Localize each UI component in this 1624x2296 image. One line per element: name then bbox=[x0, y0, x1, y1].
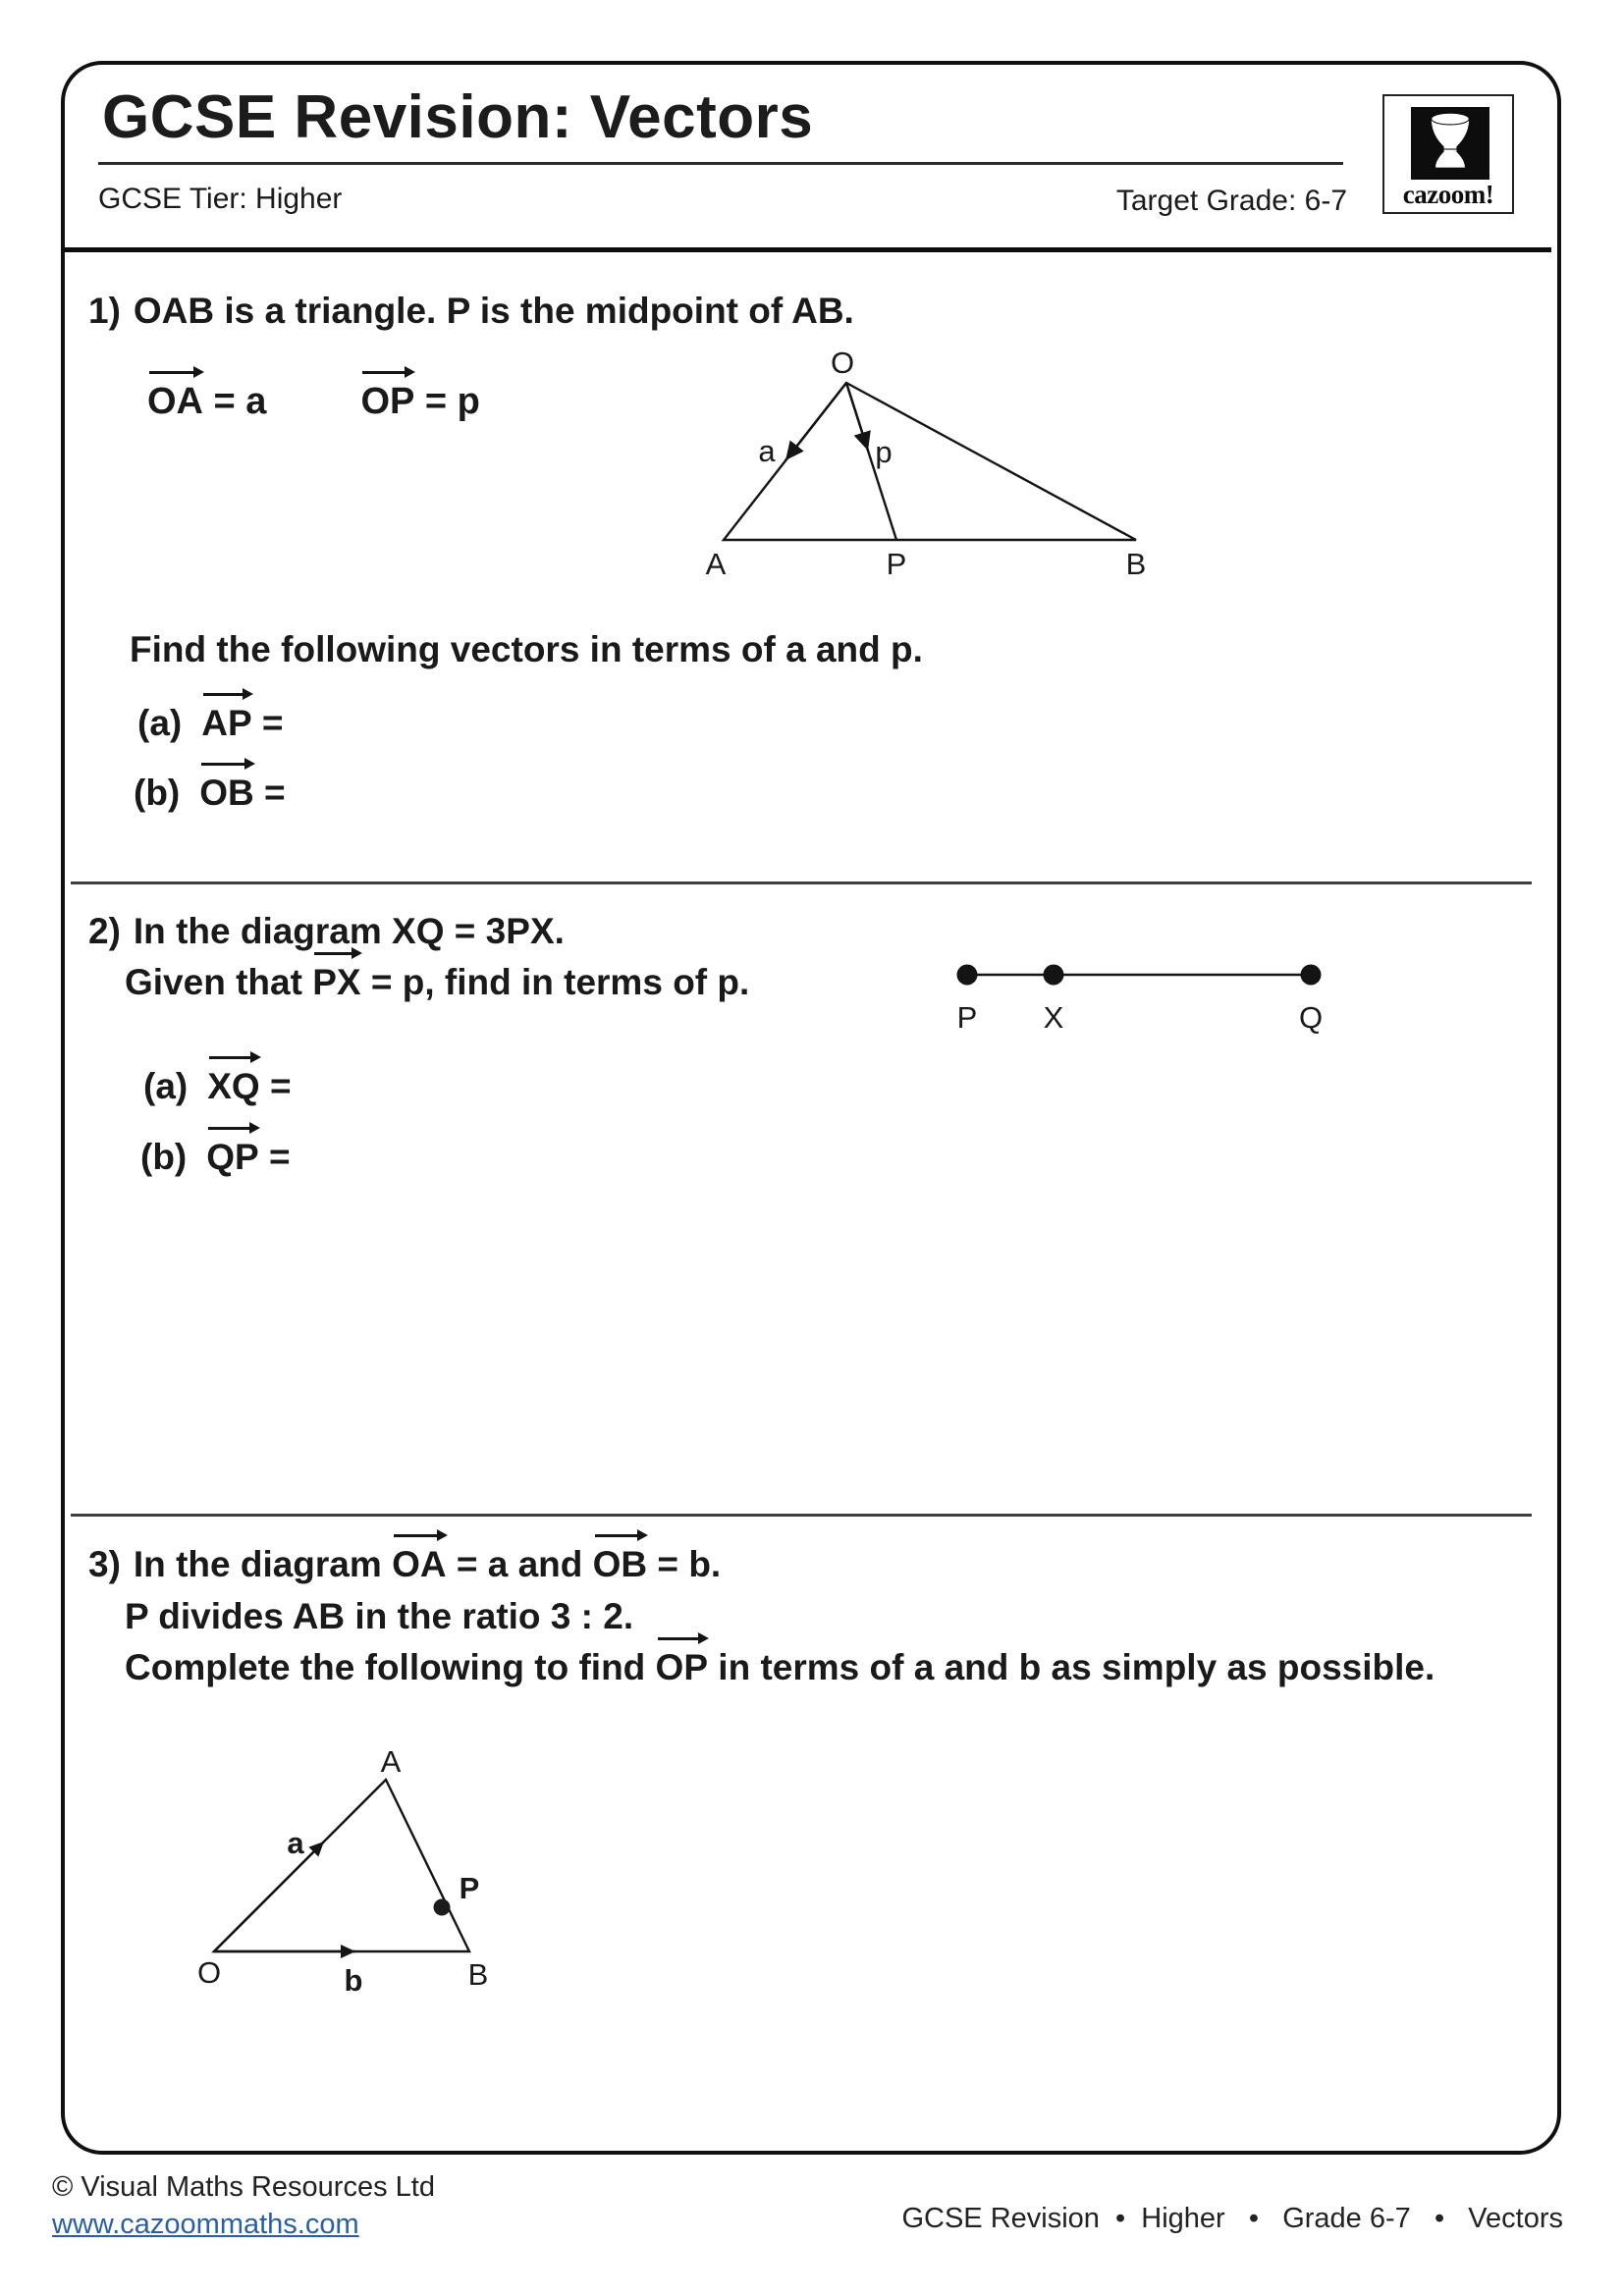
q3-label-a-vertex: A bbox=[380, 1744, 402, 1779]
q1-label-p: P bbox=[886, 547, 907, 581]
q2-part-b-equals: = bbox=[258, 1137, 291, 1177]
copyright-text: © Visual Maths Resources Ltd bbox=[52, 2171, 435, 2203]
logo-wordmark: cazoom! bbox=[1402, 180, 1494, 209]
question-divider-1 bbox=[71, 881, 1532, 884]
q1-statement-row bbox=[88, 291, 854, 332]
q2-line-diagram bbox=[923, 933, 1345, 1041]
q2-line1: In the diagram XQ = 3PX. bbox=[133, 911, 565, 951]
point-x-dot bbox=[1044, 965, 1064, 986]
q2-line1-row bbox=[88, 911, 565, 952]
arrow-oa bbox=[785, 383, 846, 460]
q2-line2-suffix: = p, find in terms of p. bbox=[360, 962, 750, 1002]
q3-line1-mid: = a and bbox=[446, 1544, 593, 1584]
q3-line1 bbox=[134, 1544, 721, 1585]
target-grade-label: Target Grade: 6-7 bbox=[1115, 185, 1347, 217]
point-p-dot-2 bbox=[434, 1899, 451, 1916]
q1-number: 1) bbox=[88, 291, 121, 331]
q2-part-b-vector: QP bbox=[206, 1137, 259, 1177]
q1-label-o: O bbox=[830, 346, 855, 380]
q2-label-p: P bbox=[956, 1000, 978, 1035]
q1-edge-label-p: p bbox=[875, 435, 893, 469]
q2-number: 2) bbox=[88, 911, 121, 951]
q1-triangle-diagram bbox=[677, 339, 1168, 589]
q1-label-a: A bbox=[705, 547, 727, 581]
q3-line3-suffix: in terms of a and b as simply as possible. bbox=[708, 1647, 1435, 1687]
q3-vector-ob: OB bbox=[592, 1544, 648, 1584]
q2-line2 bbox=[125, 962, 749, 1003]
q3-line2: P divides AB in the ratio 3 : 2. bbox=[125, 1596, 634, 1636]
cazoom-logo bbox=[1382, 94, 1514, 214]
q2-part-a bbox=[143, 1066, 292, 1107]
header-divider bbox=[65, 247, 1551, 252]
q3-triangle-diagram bbox=[152, 1739, 545, 2024]
q1-given-equations bbox=[147, 381, 480, 423]
arrow-oa-2 bbox=[214, 1842, 324, 1951]
tier-label: GCSE Tier: Higher bbox=[98, 183, 343, 215]
q1-instruction: Find the following vectors in terms of a and p. bbox=[130, 629, 923, 669]
q1-part-b bbox=[134, 773, 286, 814]
q1-part-a-vector: AP bbox=[201, 703, 252, 743]
q2-line2-prefix: Given that bbox=[125, 962, 313, 1002]
q3-line3-prefix: Complete the following to find bbox=[125, 1647, 656, 1687]
q1-part-b-vector: OB bbox=[199, 773, 254, 813]
q3-line1-suffix: = b. bbox=[647, 1544, 722, 1584]
q2-part-b-label: (b) bbox=[140, 1137, 188, 1177]
page-title: GCSE Revision: Vectors bbox=[102, 83, 814, 151]
q3-label-o: O bbox=[196, 1955, 222, 1990]
q1-vector-op: OP bbox=[360, 381, 415, 422]
q3-edge-label-b: b bbox=[344, 1963, 363, 1998]
q1-given2-rhs: = p bbox=[414, 381, 480, 422]
q1-statement: OAB is a triangle. P is the midpoint of AB. bbox=[133, 291, 854, 331]
q1-part-b-label: (b) bbox=[134, 773, 181, 813]
triangle-oab bbox=[724, 383, 1136, 540]
q2-part-a-label: (a) bbox=[143, 1066, 189, 1106]
triangle-oab-2 bbox=[214, 1780, 469, 1951]
footer-meta-text: GCSE Revision • Higher • Grade 6-7 • Vectors bbox=[901, 2203, 1563, 2234]
q3-label-p: P bbox=[459, 1871, 480, 1905]
q3-vector-op: OP bbox=[655, 1647, 709, 1687]
q1-part-a bbox=[137, 703, 284, 744]
title-underline bbox=[98, 162, 1343, 165]
q3-edge-label-a: a bbox=[287, 1826, 304, 1860]
point-q-dot bbox=[1301, 965, 1322, 986]
q2-label-q: Q bbox=[1298, 1000, 1324, 1035]
question-divider-2 bbox=[71, 1514, 1532, 1517]
q2-part-b bbox=[140, 1137, 291, 1178]
q3-number: 3) bbox=[88, 1544, 121, 1584]
q1-label-b: B bbox=[1125, 547, 1147, 581]
q1-part-a-label: (a) bbox=[137, 703, 183, 743]
point-p-dot bbox=[957, 965, 978, 986]
q1-part-a-equals: = bbox=[251, 703, 284, 743]
logo-drum-panel bbox=[1411, 107, 1489, 180]
q3-vector-oa: OA bbox=[392, 1544, 447, 1584]
q2-part-a-equals: = bbox=[259, 1066, 292, 1106]
q2-label-x: X bbox=[1043, 1000, 1064, 1035]
q1-vector-oa: OA bbox=[147, 381, 203, 422]
q2-vector-px: PX bbox=[312, 962, 361, 1002]
q1-edge-label-a: a bbox=[758, 434, 776, 468]
q3-line3 bbox=[125, 1647, 1435, 1688]
q3-line1-row bbox=[88, 1544, 721, 1585]
q3-line1-prefix: In the diagram bbox=[133, 1544, 393, 1584]
q2-part-a-vector: XQ bbox=[207, 1066, 260, 1106]
q3-label-b-vertex: B bbox=[467, 1957, 489, 1992]
q1-part-b-equals: = bbox=[253, 773, 286, 813]
djembe-drum-icon bbox=[1419, 111, 1482, 172]
q1-given1-rhs: = a bbox=[203, 381, 267, 422]
website-link[interactable]: www.cazoommaths.com bbox=[52, 2209, 359, 2240]
